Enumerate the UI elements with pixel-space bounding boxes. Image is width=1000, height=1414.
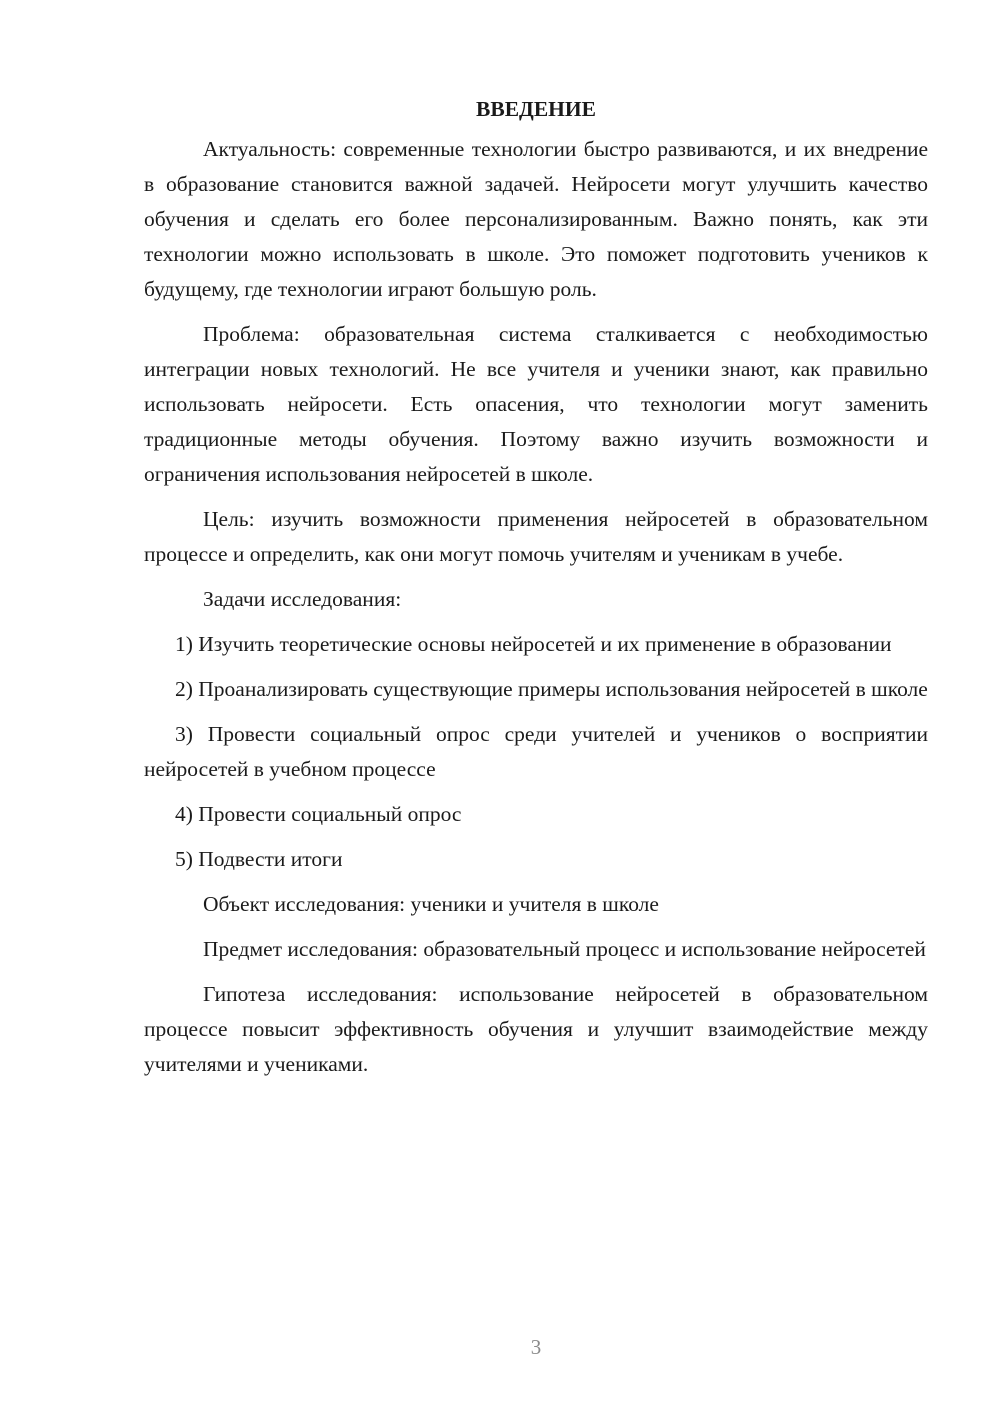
hypothesis-paragraph: Гипотеза исследования: использование нейросетей в образовательном процессе повысит эффективность обучения и улучшит взаимодействие между учителями и учениками. bbox=[144, 982, 928, 1076]
task-item: 1) Изучить теоретические основы нейросетей и их применение в образовании bbox=[175, 632, 892, 656]
problem-paragraph: Проблема: образовательная система сталкивается с необходимостью интеграции новых технологий. Не все учителя и ученики знают, как правильно использовать нейросети. Есть опасения, что технологии могут заменить традиционные методы обучения. Поэтому важно изучить возможности и ограничения использования нейросетей в школе. bbox=[144, 322, 928, 486]
object-paragraph: Объект исследования: ученики и учителя в школе bbox=[203, 892, 659, 916]
task-item: 3) Провести социальный опрос среди учителей и учеников о восприятии нейросетей в учебном процессе bbox=[144, 722, 928, 781]
task-item: 4) Провести социальный опрос bbox=[175, 802, 462, 826]
task-item: 2) Проанализировать существующие примеры использования нейросетей в школе bbox=[175, 677, 928, 701]
subject-paragraph: Предмет исследования: образовательный процесс и использование нейросетей bbox=[203, 937, 926, 961]
goal-paragraph: Цель: изучить возможности применения нейросетей в образовательном процессе и определить, как они могут помочь учителям и ученикам в учебе. bbox=[144, 507, 928, 566]
page-content bbox=[144, 92, 928, 1092]
relevance-paragraph: Актуальность: современные технологии быстро развиваются, и их внедрение в образование становится важной задачей. Нейросети могут улучшить качество обучения и сделать его более персонализированным. Важно понять, как эти технологии можно использовать в школе. Это поможет подготовить учеников к будущему, где технологии играют большую роль. bbox=[144, 137, 928, 301]
task-item: 5) Подвести итоги bbox=[175, 847, 343, 871]
section-title: ВВЕДЕНИЕ bbox=[476, 97, 596, 121]
tasks-heading: Задачи исследования: bbox=[203, 587, 402, 611]
page-number: 3 bbox=[530, 1335, 542, 1359]
